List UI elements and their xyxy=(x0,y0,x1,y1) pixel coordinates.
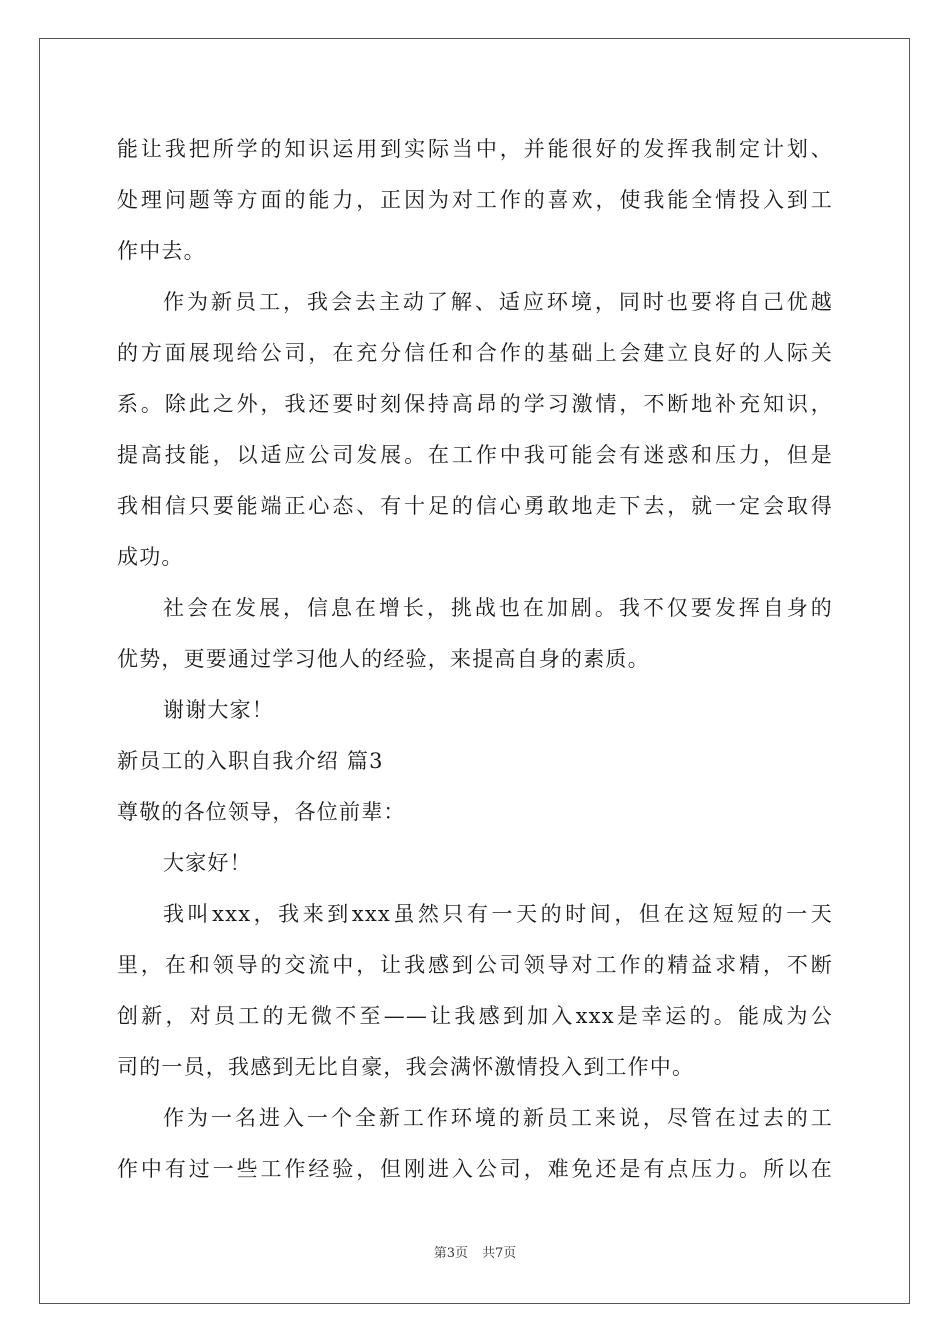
text-line: 司的一员，我感到无比自豪，我会满怀激情投入到工作中。 xyxy=(117,1055,695,1079)
text-line: 系。除此之外，我还要时刻保持高昂的学习激情，不断地补充知识， xyxy=(117,392,833,416)
text-line: 的方面展现给公司，在充分信任和合作的基础上会建立良好的人际关 xyxy=(117,341,833,365)
text-line: 社会在发展，信息在增长，挑战也在加剧。我不仅要发挥自身的 xyxy=(163,596,833,620)
text-line: 我叫xxx，我来到xxx虽然只有一天的时间，但在这短短的一天 xyxy=(163,902,833,926)
text-line: 作中去。 xyxy=(117,239,206,263)
page-footer xyxy=(0,1242,950,1261)
text-line: 能让我把所学的知识运用到实际当中，并能很好的发挥我制定计划、 xyxy=(117,137,833,161)
text-line: 作为新员工，我会去主动了解、适应环境，同时也要将自己优越 xyxy=(163,290,833,314)
text-line: 尊敬的各位领导，各位前辈： xyxy=(117,800,406,824)
text-line: 谢谢大家！ xyxy=(163,698,274,722)
text-line: 作为一名进入一个全新工作环境的新员工来说，尽管在过去的工 xyxy=(163,1106,833,1130)
text-line: 提高技能，以适应公司发展。在工作中我可能会有迷惑和压力，但是 xyxy=(117,443,833,467)
text-line: 我相信只要能端正心态、有十足的信心勇敢地走下去，就一定会取得 xyxy=(117,494,833,518)
text-line: 里，在和领导的交流中，让我感到公司领导对工作的精益求精，不断 xyxy=(117,953,833,977)
text-line: 处理问题等方面的能力，正因为对工作的喜欢，使我能全情投入到工 xyxy=(117,188,833,212)
text-line: 新员工的入职自我介绍 篇3 xyxy=(117,749,384,773)
document-body xyxy=(117,124,833,1195)
text-line: 成功。 xyxy=(117,545,184,569)
text-line: 优势，更要通过学习他人的经验，来提高自身的素质。 xyxy=(117,647,650,671)
total-pages: 共7页 xyxy=(482,1246,517,1261)
page-number: 第3页 xyxy=(433,1246,468,1261)
text-line: 大家好！ xyxy=(163,851,252,875)
text-line: 作中有过一些工作经验，但刚进入公司，难免还是有点压力。所以在 xyxy=(117,1157,833,1181)
text-line: 创新，对员工的无微不至——让我感到加入xxx是幸运的。能成为公 xyxy=(117,1004,833,1028)
